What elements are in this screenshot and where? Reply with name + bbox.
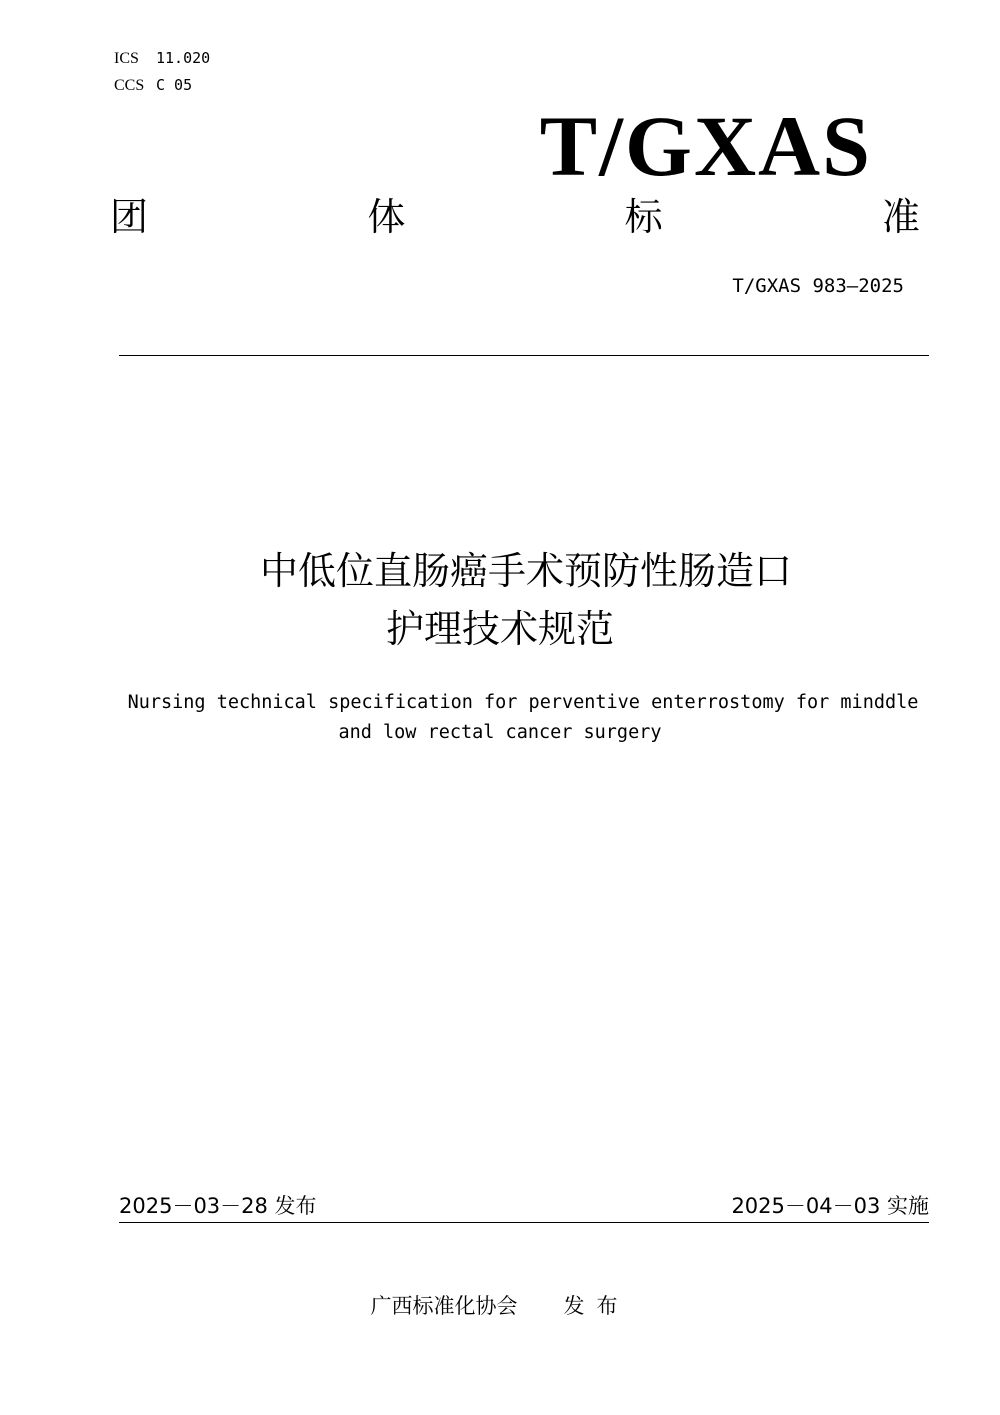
ics-value: 11.020 — [156, 49, 211, 67]
english-title-line-2: and low rectal cancer surgery — [338, 722, 662, 743]
chinese-title-line-2: 护理技术规范 — [385, 607, 614, 651]
chinese-title-line-1: 中低位直肠癌手术预防性肠造口 — [259, 549, 792, 593]
top-divider — [119, 355, 929, 356]
standard-brand-logo: T/GXAS — [539, 98, 872, 194]
bottom-divider — [119, 1222, 929, 1223]
publisher-action: 发布 — [563, 1294, 630, 1318]
standard-type-heading — [110, 192, 920, 242]
standard-type-char: 标 — [624, 195, 663, 239]
ics-label: ICS — [114, 50, 139, 67]
effective-date: 2025－04－03 实施 — [731, 1194, 929, 1218]
ccs-value: C 05 — [156, 76, 193, 94]
standard-type-char: 准 — [881, 195, 920, 239]
standard-type-char: 体 — [367, 195, 406, 239]
issue-date: 2025－03－28 发布 — [119, 1194, 317, 1218]
english-title-line-1: Nursing technical specification for perventive enterrostomy for minddle — [127, 692, 919, 713]
standard-type-char: 团 — [110, 195, 149, 239]
publisher-organization: 广西标准化协会 — [370, 1294, 518, 1318]
publisher-line — [0, 1290, 1000, 1322]
standard-code: T/GXAS 983—2025 — [732, 275, 904, 297]
ics-classification — [114, 48, 210, 69]
ccs-classification — [114, 75, 192, 96]
ccs-label: CCS — [114, 77, 145, 94]
